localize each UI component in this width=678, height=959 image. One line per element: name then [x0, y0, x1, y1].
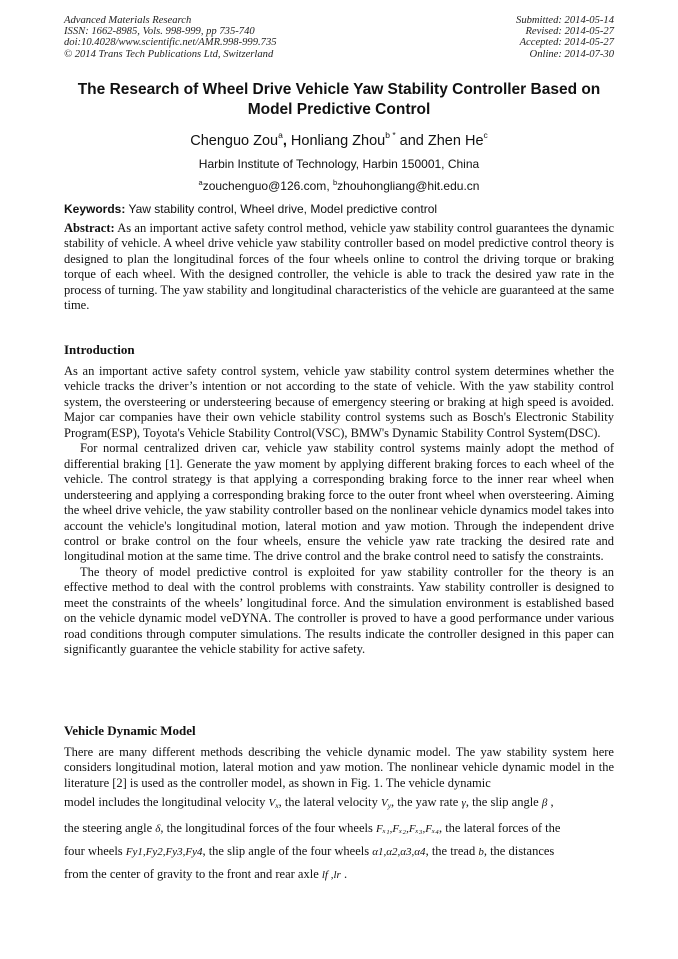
abstract	[64, 221, 614, 314]
issn: ISSN: 1662-8985, Vols. 998-999, pp 735-740	[64, 26, 255, 38]
symbol-base: V	[380, 797, 388, 810]
revised-date: Revised: 2014-05-27	[525, 26, 614, 38]
introduction-section	[64, 364, 614, 658]
symbol-base: V	[268, 797, 276, 810]
keywords	[64, 202, 614, 216]
journal-name: Advanced Materials Research	[64, 15, 192, 26]
author-affil-marker: a	[278, 130, 283, 140]
symbol-vy	[381, 797, 391, 809]
abstract-text: As an important active safety control method, vehicle yaw stability control guarantees the dynamic stability of vehicle. A wheel drive vehicle yaw stability controller based on model predictive control theory is designed to plan the longitudinal forces of the four wheels online to control the driving torque or braking torque of each wheel. With the designed controller, the vehicle is able to track the desired yaw rate in the process of turning. The yaw stability and longitudinal characteristics of the vehicle are guaranteed at the same time.	[64, 221, 615, 313]
text-run: , the yaw rate	[391, 795, 459, 810]
text-run: from the center of gravity to the front and rear axle	[64, 867, 319, 882]
abstract-label: Abstract:	[64, 221, 115, 235]
vehicle-model-section	[64, 745, 614, 886]
submitted-date: Submitted: 2014-05-14	[516, 15, 614, 26]
journal-header-right	[516, 15, 614, 60]
symbol-beta: β	[541, 797, 548, 810]
email-list	[40, 178, 638, 193]
text-run: , the distances	[483, 844, 555, 859]
section-heading-introduction: Introduction	[64, 342, 135, 357]
model-line	[64, 863, 614, 886]
author-affil-marker: c	[483, 130, 488, 140]
paragraph: The theory of model predictive control is exploited for yaw stability controller for the theory is an effective method to deal with the control problems with constraints. Yaw stability controller is designed to meet the constraints of the wheels’ longitudinal force. And the simulation environment is established based on the vehicle dynamic model veDYNA. The controller is proved to have a good performance under various road conditions through computer simulations. The results indicate the controller designed in this paper can significantly guarantee the vehicle stability for active safety.	[64, 564, 614, 657]
author-name: Honliang Zhou	[290, 133, 386, 149]
text-run: , the longitudinal forces of the four wheels	[160, 821, 373, 836]
symbol-b: b	[478, 846, 484, 859]
title-line-1: The Research of Wheel Drive Vehicle Yaw Stability Controller Based on	[77, 81, 601, 98]
model-line	[64, 840, 614, 863]
email-address[interactable]: zhouhongliang@hit.edu.cn	[337, 179, 480, 193]
accepted-date: Accepted: 2014-05-27	[519, 37, 614, 49]
online-date: Online: 2014-07-30	[529, 48, 614, 60]
text-run: the steering angle	[64, 821, 153, 836]
author-separator: and	[395, 133, 428, 149]
paragraph	[64, 745, 614, 886]
paragraph: As an important active safety control system, vehicle yaw stability control system determines whether the vehicle tracks the driver’s intention or not according to the state of vehicle. With the yaw stability control system, the oversteering or understeering because of emergency steering or braking at high speed is avoided. Major car companies have their own vehicle stability control systems such as Bosch's Electronic Stability Program(ESP), Toyota's Vehicle Stability Control(VSC), BMW's Dynamic Stability Control System(DSC).	[64, 364, 614, 440]
text-run: four wheels	[64, 844, 123, 859]
symbol-alpha: α1,α2,α3,α4	[372, 846, 426, 859]
model-text: There are many different methods describing the vehicle dynamic model. The yaw stability system here considers longitudinal motion, lateral motion and yaw motion. The nonlinear vehicle dynamic model in the literature [2] is used as the controller model, as shown in Fig. 1. The vehicle dynamic	[64, 745, 614, 790]
title-line-2: Model Predictive Control	[247, 100, 431, 118]
author-name: Chenguo Zou	[190, 133, 279, 149]
symbol-l: lf ,lr	[321, 869, 341, 882]
author-separator: ,	[282, 133, 287, 149]
symbol-delta: δ	[155, 823, 161, 836]
paragraph: For normal centralized driven car, vehicle yaw stability control systems mainly adopt the method of differential braking [1]. Generate the yaw moment by applying different braking forces to each wheel of the vehicle. The control strategy is that applying a corresponding braking force to the inner rear wheel when understeering and applying a corresponding braking force to the outer front wheel when oversteering. Aiming the wheel drive vehicle, the yaw stability controller based on the nonlinear vehicle dynamics model takes into account the vehicle's longitudinal motion, lateral motion and yaw motion. Through the independent drive control or brake control on the four wheels, ensure the vehicle yaw rate tracking the desired rate and longitudinal motion at the same time. The drive control and the brake control need to satisfy the constraints.	[64, 441, 614, 564]
model-line	[64, 817, 614, 840]
author-name: Zhen He	[427, 133, 484, 149]
doi: doi:10.4028/www.scientific.net/AMR.998-999.735	[64, 37, 277, 49]
email-marker: b	[332, 178, 338, 187]
symbol-gamma: γ	[461, 797, 466, 810]
text-run: , the lateral velocity	[278, 795, 378, 810]
text-run: model includes the longitudinal velocity	[64, 795, 266, 810]
paper-title	[40, 80, 638, 119]
text-run: , the slip angle of the four wheels	[202, 844, 370, 859]
email-separator: ,	[326, 179, 333, 193]
symbol-fx: Fₓ₁,Fₓ₂,Fₓ₃,Fₓ₄	[376, 823, 439, 836]
symbol-sub: y	[387, 801, 392, 811]
copyright: © 2014 Trans Tech Publications Ltd, Switzerland	[64, 48, 274, 60]
text-run: , the slip angle	[465, 795, 539, 810]
symbol-sub: x	[275, 801, 279, 811]
author-affil-marker: b *	[385, 130, 396, 140]
journal-header-left	[64, 15, 277, 60]
keywords-label: Keywords:	[64, 202, 126, 216]
text-run: ,	[550, 795, 554, 810]
model-line	[64, 791, 614, 817]
affiliation: Harbin Institute of Technology, Harbin 150001, China	[198, 157, 480, 171]
keywords-text: Yaw stability control, Wheel drive, Model predictive control	[128, 202, 438, 216]
text-run: , the tread	[425, 844, 476, 859]
text-run: , the lateral forces of the	[438, 821, 561, 836]
section-heading-vehicle-dynamic-model: Vehicle Dynamic Model	[64, 723, 196, 738]
email-marker: a	[198, 178, 203, 187]
symbol-fy: Fy1,Fy2,Fy3,Fy4	[125, 846, 203, 859]
email-address[interactable]: zouchenguo@126.com	[202, 179, 327, 193]
text-run: .	[343, 867, 348, 882]
symbol-vx	[268, 797, 278, 809]
author-list	[40, 130, 638, 149]
